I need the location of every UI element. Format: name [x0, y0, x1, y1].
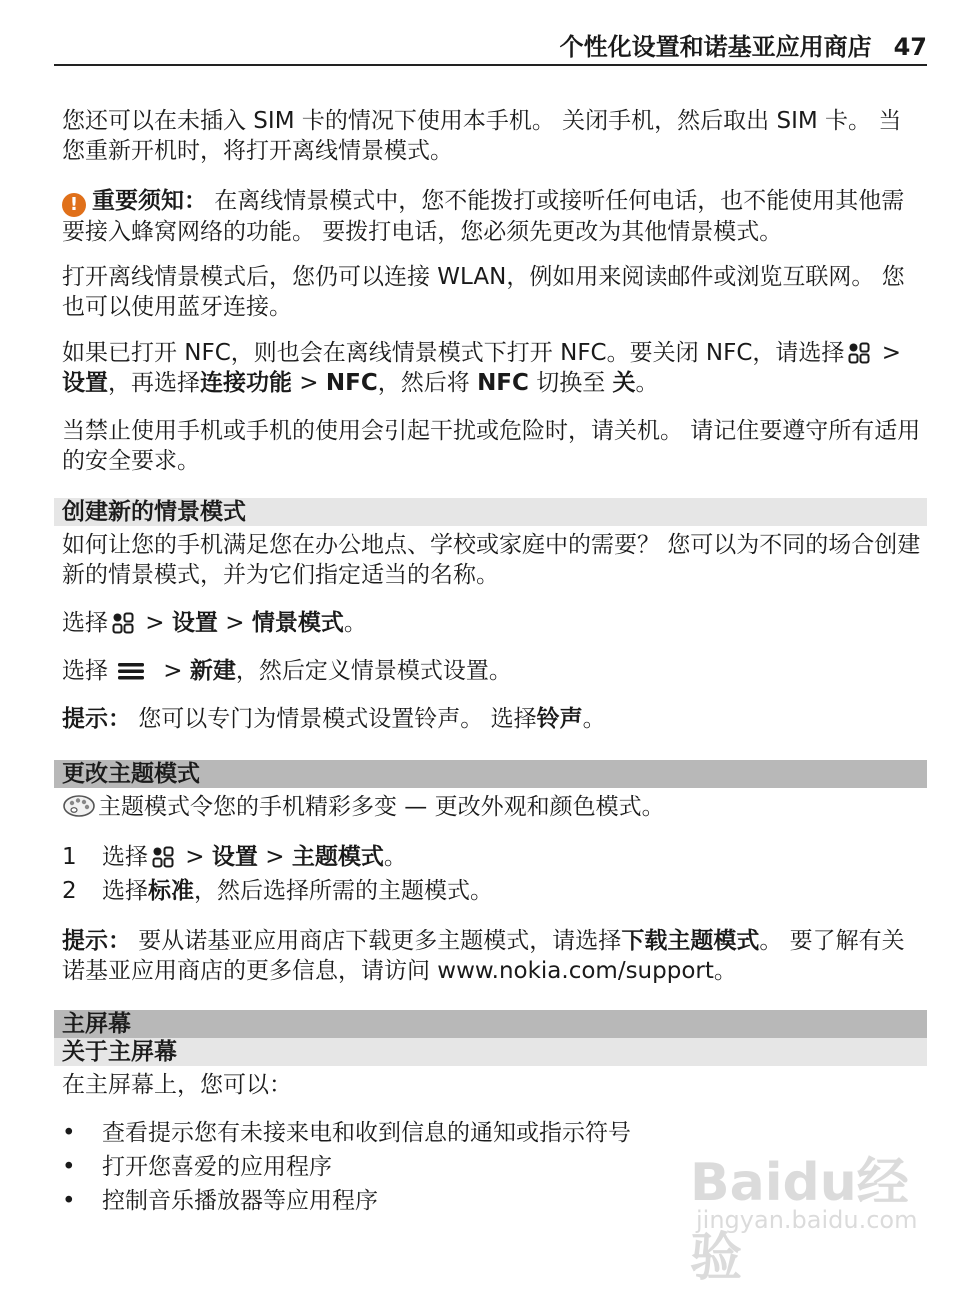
nfc-text-1: 如果已打开 NFC，则也会在离线情景模式下打开 NFC。要关闭 NFC，请选择 [62, 340, 845, 366]
watermark-brand: Baidu经验 [690, 1153, 909, 1288]
section-title-themes: 更改主题模式 [54, 760, 927, 788]
tip-ringtone: 铃声 [536, 706, 583, 732]
profiles-step-1 [62, 608, 922, 638]
step-sep: > [257, 844, 292, 870]
profiles-intro: 如何让您的手机满足您在办公地点、学校或家庭中的需要？ 您可以为不同的场合创建新的情景模式，并为它们指定适当的名称。 [62, 532, 921, 588]
step-end: ，然后选择所需的主题模式。 [194, 878, 493, 904]
home-intro: 在主屏幕上，您可以： [62, 1072, 292, 1098]
step-sep: > [217, 610, 252, 636]
baidu-watermark [690, 1140, 920, 1288]
step-profiles: 情景模式 [251, 610, 344, 636]
paragraph-sim: 您还可以在未插入 SIM 卡的情况下使用本手机。 关闭手机，然后取出 SIM 卡。 当您重新开机时，将打开离线情景模式。 [62, 108, 902, 164]
header-title: 个性化设置和诺基亚应用商店 [559, 33, 872, 61]
apps-grid-icon [112, 612, 134, 634]
section-title-home: 主屏幕 [54, 1010, 927, 1038]
nfc-sep-2: > [292, 370, 326, 396]
paragraph-safety: 当禁止使用手机或手机的使用会引起干扰或危险时，请关机。 请记住要遵守所有适用的安全要求。 [62, 418, 921, 474]
themes-step-2 [62, 876, 922, 906]
themes-step-1 [62, 842, 922, 872]
step-standard: 标准 [148, 878, 194, 904]
step-sep: > [138, 610, 172, 636]
step-settings: 设置 [171, 610, 218, 636]
tip-end: 。 要了解有关诺基亚应用商店的更多信息，请访问 www.nokia.com/support。 [62, 928, 905, 984]
theme-palette-icon [62, 794, 96, 818]
bullet: • [62, 1120, 76, 1146]
nfc-sep-1: > [874, 340, 902, 366]
tip-download-themes: 下载主题模式 [621, 928, 760, 954]
themes-tip [62, 926, 922, 986]
profiles-tip [62, 704, 922, 734]
paragraph-nfc [62, 338, 922, 398]
nfc-text-4: 切换至 [528, 370, 613, 396]
bullet: • [62, 1154, 76, 1180]
nfc-text-3: ，然后将 [377, 370, 478, 396]
step-number: 2 [62, 878, 77, 904]
bullet: • [62, 1188, 76, 1214]
step-text: 选择 [62, 658, 108, 684]
important-notice [62, 186, 922, 247]
tip-label: 提示： [62, 706, 131, 732]
step-text: 选择 [62, 610, 108, 636]
list-item-text: 查看提示您有未接来电和收到信息的通知或指示符号 [102, 1120, 631, 1146]
tip-text: 您可以专门为情景模式设置铃声。 选择 [131, 706, 537, 732]
list-item-text: 打开您喜爱的应用程序 [102, 1154, 332, 1180]
step-settings: 设置 [211, 844, 258, 870]
step-end: 。 [343, 610, 367, 636]
warning-icon: ! [62, 193, 86, 217]
step-number: 1 [62, 844, 77, 870]
nfc-option: NFC [325, 370, 378, 396]
step-new: 新建 [189, 658, 236, 684]
page-header [54, 30, 927, 66]
page-number: 47 [893, 33, 927, 61]
tip-text: 要从诺基亚应用商店下载更多主题模式，请选择 [131, 928, 622, 954]
tip-end: 。 [582, 706, 606, 732]
nfc-connectivity: 连接功能 [200, 370, 292, 396]
nfc-option-2: NFC [477, 370, 529, 396]
tip-label: 提示： [62, 928, 131, 954]
nfc-settings: 设置 [62, 370, 108, 396]
step-sep: > [156, 658, 190, 684]
profiles-step-2 [62, 656, 922, 686]
apps-grid-icon [848, 342, 870, 364]
notice-label: 重要须知： [92, 188, 207, 214]
step-text: 选择 [102, 878, 148, 904]
nfc-text-5: 。 [635, 370, 659, 396]
themes-intro-text: 主题模式令您的手机精彩多变 — 更改外观和颜色模式。 [98, 794, 665, 820]
themes-intro [62, 792, 922, 822]
step-end: ，然后定义情景模式设置。 [235, 658, 512, 684]
step-end: 。 [383, 844, 407, 870]
notice-text: 在离线情景模式中，您不能拨打或接听任何电话，也不能使用其他需要接入蜂窝网络的功能。 要拨打电话，您必须先更改为其他情景模式。 [62, 188, 905, 245]
subsection-title-about-home: 关于主屏幕 [54, 1038, 927, 1066]
step-sep: > [178, 844, 212, 870]
apps-grid-icon [152, 846, 174, 868]
watermark-url: jingyan.baidu.com [696, 1206, 918, 1234]
step-text: 选择 [102, 844, 148, 870]
list-item-text: 控制音乐播放器等应用程序 [102, 1188, 378, 1214]
paragraph-wlan: 打开离线情景模式后，您仍可以连接 WLAN，例如用来阅读邮件或浏览互联网。 您也可以使用蓝牙连接。 [62, 264, 905, 320]
nfc-text-2: ，再选择 [108, 370, 200, 396]
menu-icon [114, 660, 150, 682]
nfc-off: 关 [612, 370, 636, 396]
section-title-profiles: 创建新的情景模式 [54, 498, 927, 526]
step-themes: 主题模式 [291, 844, 384, 870]
